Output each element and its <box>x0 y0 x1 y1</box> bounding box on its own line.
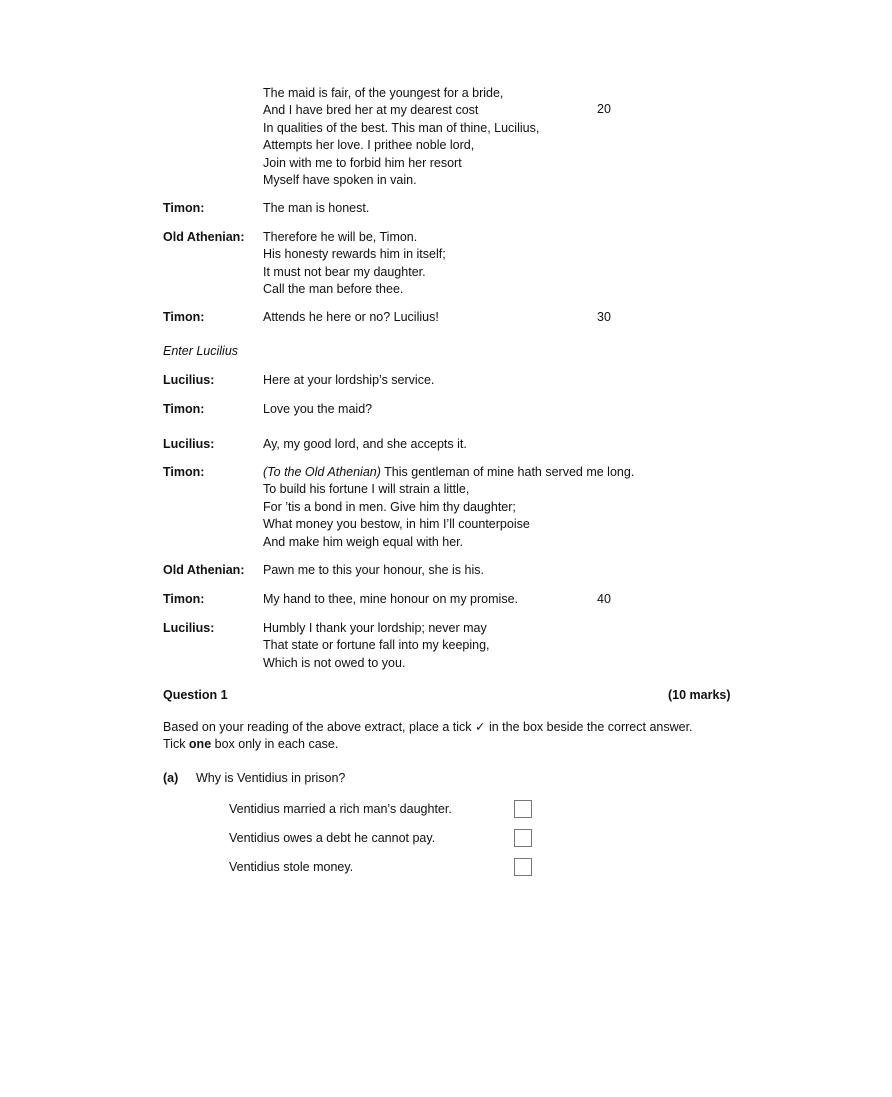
verse-line: Therefore he will be, Timon. <box>263 230 418 244</box>
answer-checkbox[interactable] <box>514 829 532 847</box>
answer-option: Ventidius stole money. <box>229 860 354 874</box>
verse-line: Attends he here or no? Lucilius! <box>263 310 439 324</box>
speech-lines <box>263 401 763 418</box>
verse-line: Join with me to forbid him her resort <box>263 155 462 170</box>
verse-line: My hand to thee, mine honour on my promise. <box>263 592 518 606</box>
instruction-text: box only in each case. <box>211 737 339 752</box>
answer-option: Ventidius owes a debt he cannot pay. <box>229 831 436 845</box>
instruction-line <box>163 736 763 753</box>
speaker-name: Timon: <box>163 310 205 324</box>
instruction-line: Based on your reading of the above extract, place a tick ✓ in the box beside the correct answer. <box>163 720 693 734</box>
verse-line: That state or fortune fall into my keeping, <box>263 638 490 653</box>
speech-lines <box>263 620 763 672</box>
speech-lines <box>263 229 763 299</box>
verse-line: Here at your lordship’s service. <box>263 373 435 387</box>
speaker-name: Timon: <box>163 592 205 606</box>
aside-direction: (To the Old Athenian) <box>263 465 381 479</box>
line-number: 20 <box>597 102 611 117</box>
verse-line: Pawn me to this your honour, she is his. <box>263 563 484 577</box>
speaker-name: Old Athenian: <box>163 563 245 577</box>
verse-line: Call the man before thee. <box>263 282 404 297</box>
line-number: 40 <box>597 592 611 606</box>
verse-line: It must not bear my daughter. <box>263 264 426 279</box>
speaker-name: Lucilius: <box>163 437 215 451</box>
part-question: Why is Ventidius in prison? <box>196 771 346 785</box>
verse-line: His honesty rewards him in itself; <box>263 247 446 262</box>
verse-line: And I have bred her at my dearest cost <box>263 103 479 118</box>
verse-line <box>263 464 763 481</box>
verse-line: Humbly I thank your lordship; never may <box>263 621 487 635</box>
verse-line: In qualities of the best. This man of thine, Lucilius, <box>263 120 540 135</box>
instruction-emphasis: one <box>188 737 212 752</box>
speech-lines <box>263 464 763 551</box>
speaker-name: Timon: <box>163 201 205 215</box>
verse-line: For ’tis a bond in men. Give him thy daughter; <box>263 499 516 514</box>
speech-lines <box>263 309 763 326</box>
speech-lines <box>263 200 763 217</box>
verse-line: The maid is fair, of the youngest for a bride, <box>263 86 504 100</box>
speech-lines <box>263 591 763 608</box>
verse-line: Which is not owed to you. <box>263 655 406 670</box>
speaker-name: Old Athenian: <box>163 230 245 244</box>
speech-lines <box>263 436 763 453</box>
speech-lines <box>263 562 763 579</box>
verse-line: And make him weigh equal with her. <box>263 534 464 549</box>
answer-checkbox[interactable] <box>514 800 532 818</box>
question-title: Question 1 <box>163 688 228 702</box>
verse-line: Love you the maid? <box>263 402 373 416</box>
verse-text: This gentleman of mine hath served me long. <box>380 465 635 479</box>
verse-line: To build his fortune I will strain a little, <box>263 482 470 497</box>
answer-checkbox[interactable] <box>514 858 532 876</box>
speaker-name: Lucilius: <box>163 373 215 387</box>
verse-line: Ay, my good lord, and she accepts it. <box>263 437 467 451</box>
question-instructions <box>163 719 763 754</box>
line-number: 30 <box>597 310 611 324</box>
instruction-text: Tick <box>163 737 189 752</box>
verse-line: Myself have spoken in vain. <box>263 172 417 187</box>
speaker-name: Timon: <box>163 465 205 479</box>
verse-line: The man is honest. <box>263 201 370 215</box>
stage-direction: Enter Lucilius <box>163 344 239 358</box>
speaker-name: Lucilius: <box>163 621 215 635</box>
verse-line: What money you bestow, in him I’ll counterpoise <box>263 517 530 532</box>
speaker-name: Timon: <box>163 402 205 416</box>
part-label: (a) <box>163 771 179 785</box>
speech-lines <box>263 372 763 389</box>
question-marks: (10 marks) <box>668 688 731 702</box>
speech-lines <box>263 85 763 189</box>
verse-line: Attempts her love. I prithee noble lord, <box>263 138 475 153</box>
answer-option: Ventidius married a rich man’s daughter. <box>229 802 452 816</box>
